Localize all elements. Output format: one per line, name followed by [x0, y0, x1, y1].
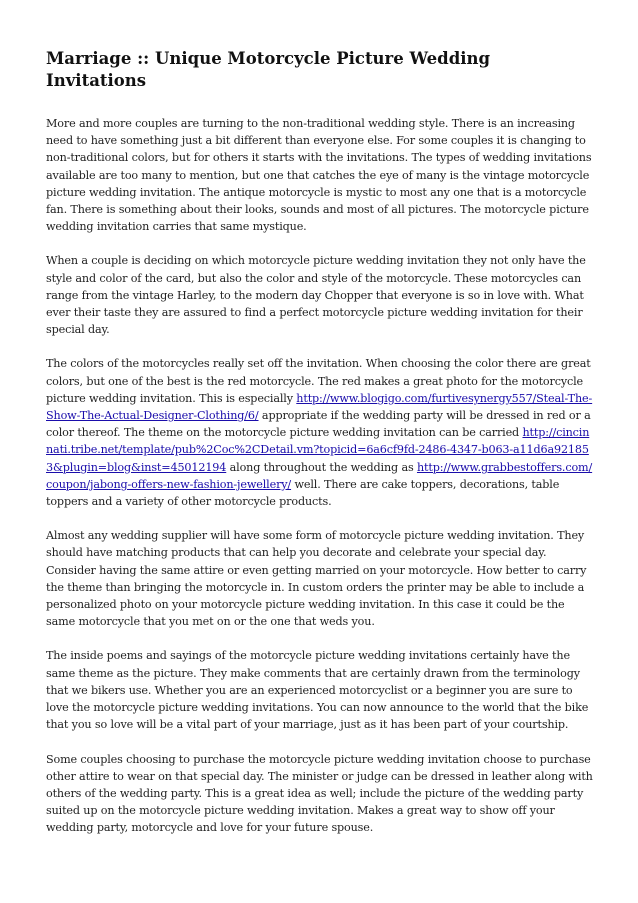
document-page	[46, 48, 594, 854]
paragraph-1: More and more couples are turning to the non-traditional wedding style. There is an increasing need to have something just a bit different than everyone else. For some couples it is changing to non-traditional colors, but for others it starts with the invitations. The types of wedding invitations available are too many to mention, but one that catches the eye of many is the vintage motorcycle picture wedding invitation. The antique motorcycle is mystic to most any one that is a motorcycle fan. There is something about their looks, sounds and most of all pictures. The motorcycle picture wedding invitation carries that same mystique.	[46, 117, 592, 234]
paragraph-3-text-4: well. There are cake toppers, decorations, table toppers and a variety of other motorcycle products.	[46, 477, 560, 509]
paragraph-6: Some couples choosing to purchase the motorcycle picture wedding invitation choose to purchase other attire to wear on that special day. The minister or judge can be dressed in leather along with others of the wedding party. This is a great idea as well; include the picture of the wedding party suited up on the motorcycle picture wedding invitation. Makes a great way to show off your wedding party, motorcycle and love for your future spouse.	[46, 752, 593, 835]
tribe-link[interactable]: http://cincinnati.tribe.net/template/pub%2Coc%2CDetail.vm?topicid=6a6cf9fd-2486-4347-b063-a11d6a921853&plugin=blog&inst=45012194	[46, 426, 590, 474]
paragraph-3-text-1: The colors of the motorcycles really set off the invitation. When choosing the color there are great colors, but one of the best is the red motorcycle. The red makes a great photo for the motorcycle picture wedding invitation. This is especially	[46, 357, 591, 405]
paragraph-2: When a couple is deciding on which motorcycle picture wedding invitation they not only have the style and color of the card, but also the color and style of the motorcycle. These motorcycles can range from the vintage Harley, to the modern day Chopper that everyone is so in love with. What ever their taste they are assured to find a perfect motorcycle picture wedding invitation for their special day.	[46, 254, 586, 337]
paragraph-3	[46, 355, 594, 510]
page-title: Marriage :: Unique Motorcycle Picture Wedding Invitations	[46, 49, 491, 90]
paragraph-3-text-2: appropriate if the wedding party will be dressed in red or a color thereof. The theme on the motorcycle picture wedding invitation can be carried	[46, 409, 591, 440]
paragraph-3-text-3: along throughout the wedding as	[226, 460, 417, 474]
blogigo-link[interactable]: http://www.blogigo.com/furtivesynergy557/Steal-The-Show-The-Actual-Designer-Clothing/6/	[46, 391, 593, 423]
grabbestoffers-link[interactable]: http://www.grabbestoffers.com/coupon/jabong-offers-new-fashion-jewellery/	[46, 460, 593, 491]
paragraph-4: Almost any wedding supplier will have some form of motorcycle picture wedding invitation. They should have matching products that can help you decorate and celebrate your special day. Consider having the same attire or even getting married on your motorcycle. How better to carry the theme than bringing the motorcycle in. In custom orders the printer may be able to include a personalized photo on your motorcycle picture wedding invitation. In this case it could be the same motorcycle that you met on or the one that weds you.	[46, 529, 587, 629]
paragraph-5: The inside poems and sayings of the motorcycle picture wedding invitations certainly have the same theme as the picture. They make comments that are certainly drawn from the terminology that we bikers use. Whether you are an experienced motorcyclist or a beginner you are sure to love the motorcycle picture wedding invitations. You can now announce to the world that the bike that you so love will be a vital part of your marriage, just as it has been part of your courtship.	[46, 649, 589, 732]
